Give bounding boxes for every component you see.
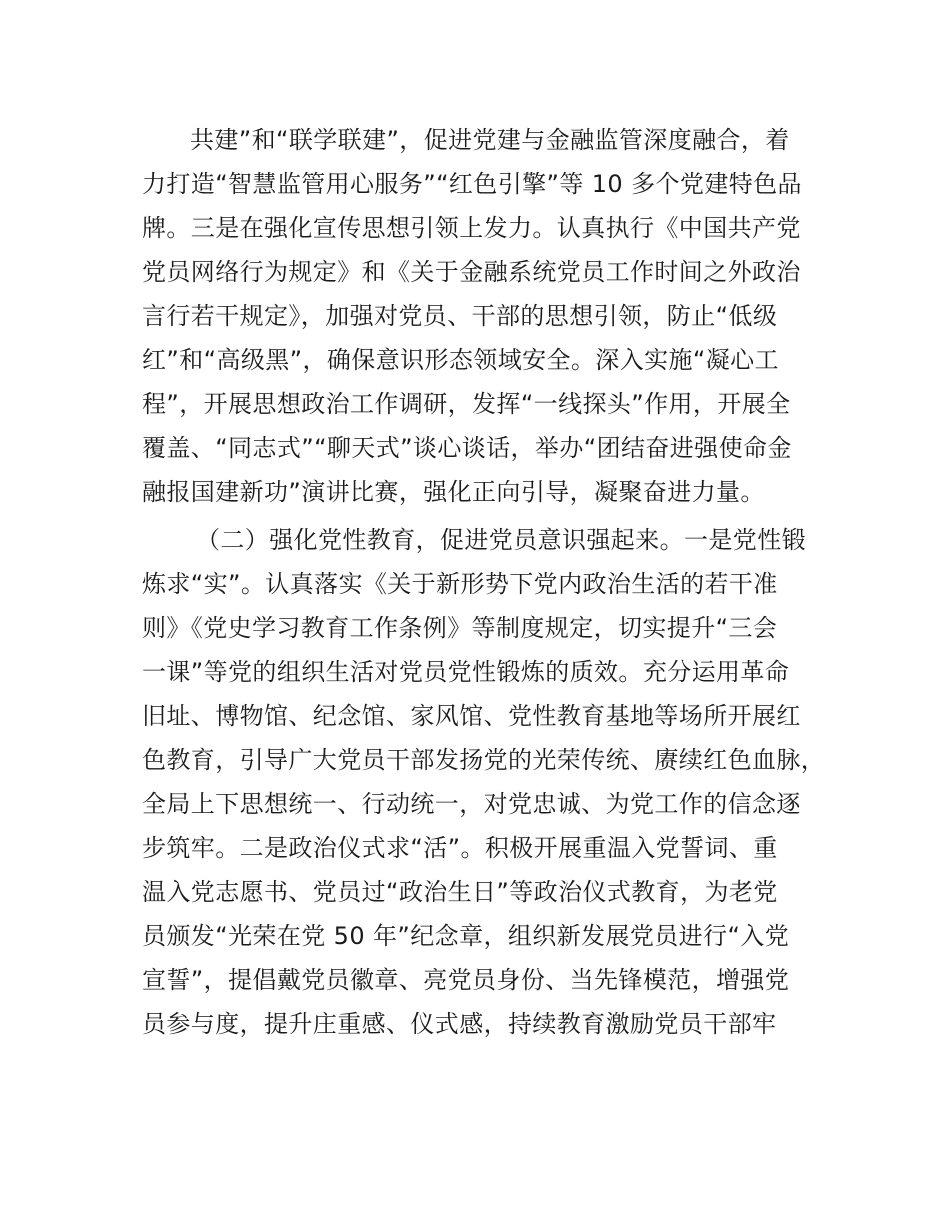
paragraph-line: 步筑牢。二是政治仪式求“活”。积极开展重温入党誓词、重 <box>142 834 778 862</box>
paragraph-line: 覆盖、“同志式”“聊天式”谈心谈话，举办“团结奋进强使命金 <box>142 434 792 462</box>
paragraph-line: 牌。三是在强化宣传思想引领上发力。认真执行《中国共产党 <box>142 214 801 242</box>
paragraph-line: 一课”等党的组织生活对党员党性锻炼的质效。充分运用革命 <box>142 658 790 686</box>
paragraph-line: 员颁发“光荣在党 50 年”纪念章，组织新发展党员进行“入党 <box>142 922 790 950</box>
paragraph-line: 色教育，引导广大党员干部发扬党的光荣传统、赓续红色血脉， <box>142 746 826 774</box>
paragraph-line: 宣誓”，提倡戴党员徽章、亮党员身份、当先锋模范，增强党 <box>142 966 790 994</box>
paragraph-line: 炼求“实”。认真落实《关于新形势下党内政治生活的若干准 <box>142 570 778 598</box>
paragraph-line: 员参与度，提升庄重感、仪式感，持续教育激励党员干部牢 <box>142 1010 777 1038</box>
paragraph-1 <box>142 118 842 514</box>
paragraph-line: 全局上下思想统一、行动统一，对党忠诚、为党工作的信念逐 <box>142 790 801 818</box>
paragraph-line: 温入党志愿书、党员过“政治生日”等政治仪式教育，为老党 <box>142 878 778 906</box>
paragraph-2 <box>142 518 842 1046</box>
paragraph-line: 党员网络行为规定》和《关于金融系统党员工作时间之外政治 <box>142 258 801 286</box>
paragraph-line: 程”，开展思想政治工作调研，发挥“一线探头”作用，开展全 <box>142 390 791 418</box>
paragraph-line: 共建”和“联学联建”，促进党建与金融监管深度融合，着 <box>190 126 790 154</box>
paragraph-line: 旧址、博物馆、纪念馆、家风馆、党性教育基地等场所开展红 <box>142 702 801 730</box>
paragraph-line: 言行若干规定》，加强对党员、干部的思想引领，防止“低级 <box>142 302 778 330</box>
paragraph-line: 力打造“智慧监管用心服务”“红色引擎”等 10 多个党建特色品 <box>142 170 802 198</box>
paragraph-line: 则》《党史学习教育工作条例》等制度规定，切实提升“三会 <box>142 614 778 642</box>
section-heading-line: （二）强化党性教育，促进党员意识强起来。一是党性锻 <box>196 526 806 554</box>
paragraph-line: 红”和“高级黑”，确保意识形态领域安全。深入实施“凝心工 <box>142 346 779 374</box>
paragraph-line: 融报国建新功”演讲比赛，强化正向引导，凝聚奋进力量。 <box>142 478 765 506</box>
